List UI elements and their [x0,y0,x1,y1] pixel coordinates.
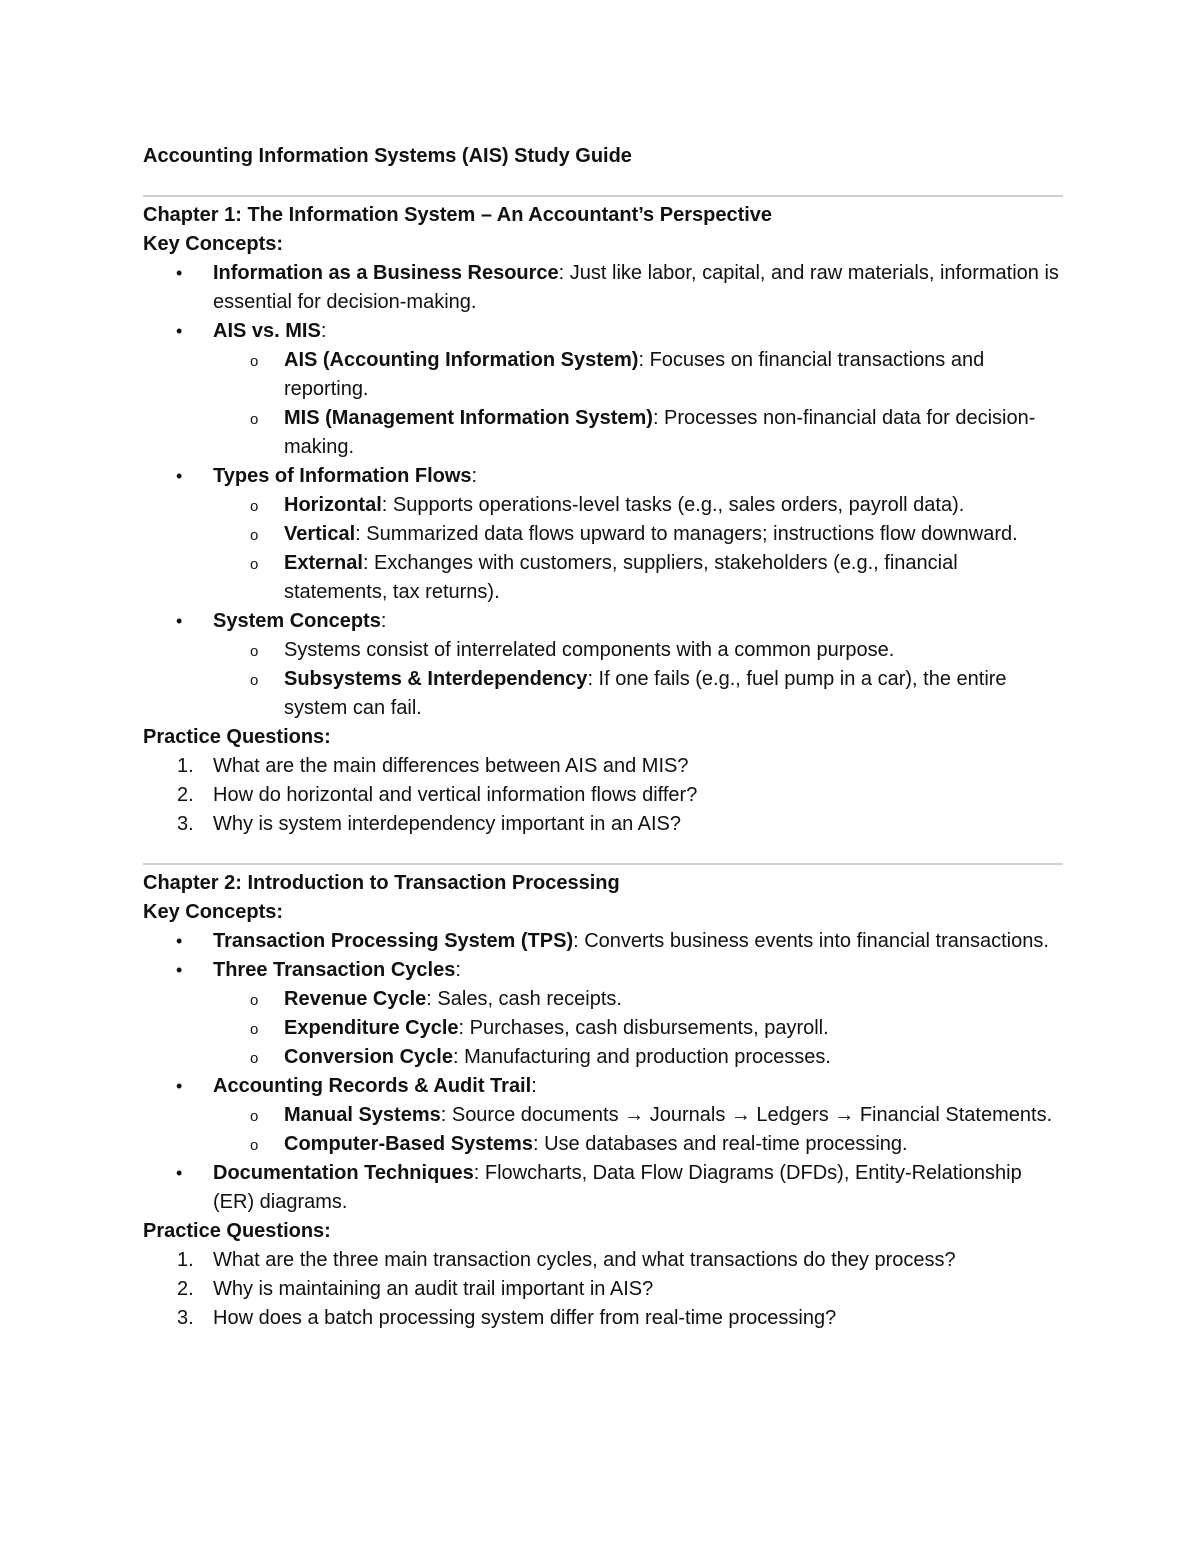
document-page [143,142,1063,1333]
question-text: How do horizontal and vertical information flows differ? [213,784,698,806]
item-text: : Flowcharts, Data Flow Diagrams (DFDs), Entity-Relationship (ER) diagrams. [213,1162,1022,1213]
bullet-icon: • [176,263,183,283]
bullet-icon: • [176,1163,183,1183]
circle-bullet-icon: o [250,1050,259,1067]
question-item [143,1246,1063,1275]
list-item [143,956,1063,985]
question-text: What are the three main transaction cycles, and what transactions do they process? [213,1249,956,1271]
item-title: Subsystems & Interdependency [284,668,588,690]
key-concepts-list [143,259,1063,723]
item-text: : Use databases and real-time processing. [532,1133,908,1155]
circle-bullet-icon: o [250,527,259,544]
item-text: : [380,610,387,632]
sub-list-item [143,1101,1063,1130]
question-text: How does a batch processing system differ from real-time processing? [213,1307,837,1329]
chapter-title: Chapter 2: Introduction to Transaction Processing [143,872,620,894]
item-text: : Manufacturing and production processes. [452,1046,831,1068]
section-divider [143,863,1063,865]
question-number: 1. [177,1249,194,1271]
question-number: 2. [177,1278,194,1300]
practice-questions-heading: Practice Questions: [143,1220,331,1242]
item-text: : Processes non-financial data for decision-making. [284,407,1036,458]
document-title: Accounting Information Systems (AIS) Study Guide [143,145,632,167]
list-item [143,1159,1063,1217]
circle-bullet-icon: o [250,353,259,370]
item-title: MIS (Management Information System) [284,407,653,429]
question-text: What are the main differences between AIS and MIS? [213,755,689,777]
question-item [143,1275,1063,1304]
sub-list-item [143,1014,1063,1043]
question-item [143,1304,1063,1333]
circle-bullet-icon: o [250,411,259,428]
item-text: : Supports operations-level tasks (e.g., sales orders, payroll data). [381,494,965,516]
sub-list-item [143,549,1063,607]
item-text: : Sales, cash receipts. [426,988,622,1010]
item-title: Revenue Cycle [284,988,427,1010]
question-number: 1. [177,755,194,777]
question-number: 3. [177,1307,194,1329]
item-text: : [471,465,478,487]
item-title: Conversion Cycle [284,1046,453,1068]
circle-bullet-icon: o [250,1021,259,1038]
practice-questions-list [143,1246,1063,1333]
chapter-title: Chapter 1: The Information System – An Accountant’s Perspective [143,204,773,226]
item-title: AIS (Accounting Information System) [284,349,639,371]
key-concepts-heading: Key Concepts: [143,901,284,923]
bullet-icon: • [176,960,183,980]
question-item [143,810,1063,839]
item-title: Vertical [284,523,356,545]
sub-list-item [143,665,1063,723]
item-title: Transaction Processing System (TPS) [213,930,574,952]
item-text: : If one fails (e.g., fuel pump in a car), the entire system can fail. [284,668,1007,719]
bullet-icon: • [176,466,183,486]
question-number: 3. [177,813,194,835]
sub-list-item [143,985,1063,1014]
item-text: : Source documents → Journals → Ledgers → Financial Statements. [440,1104,1053,1126]
bullet-icon: • [176,321,183,341]
practice-questions-list [143,752,1063,839]
sub-list-item [143,404,1063,462]
list-item [143,607,1063,636]
item-text: : [531,1075,537,1097]
circle-bullet-icon: o [250,672,259,689]
item-title: System Concepts [213,610,381,632]
item-text: : [455,959,461,981]
sub-list-item [143,491,1063,520]
item-title: Manual Systems [284,1104,441,1126]
sub-list-item [143,346,1063,404]
bullet-icon: • [176,611,183,631]
section-divider [143,195,1063,197]
sub-list-item [143,636,1063,665]
question-number: 2. [177,784,194,806]
item-title: Accounting Records & Audit Trail [213,1075,532,1097]
item-text: : Just like labor, capital, and raw materials, information is essential for decision-making. [213,262,1059,313]
bullet-icon: • [176,1076,183,1096]
item-title: AIS vs. MIS [213,320,321,342]
item-text: : Focuses on financial transactions and reporting. [284,349,985,400]
item-text: : [320,320,327,342]
list-item [143,317,1063,346]
sub-list-item [143,520,1063,549]
item-title: Horizontal [284,494,382,516]
key-concepts-heading: Key Concepts: [143,233,284,255]
question-item [143,781,1063,810]
bullet-icon: • [176,931,183,951]
chapter-2-section [143,863,1063,1333]
sub-list-item [143,1130,1063,1159]
item-title: Three Transaction Cycles [213,959,456,981]
item-text: : Summarized data flows upward to managers; instructions flow downward. [355,523,1018,545]
list-item [143,1072,1063,1101]
practice-questions-heading: Practice Questions: [143,726,331,748]
circle-bullet-icon: o [250,643,259,660]
circle-bullet-icon: o [250,992,259,1009]
item-text: : Exchanges with customers, suppliers, stakeholders (e.g., financial statements, tax returns). [284,552,958,603]
sub-list-item [143,1043,1063,1072]
item-title: External [284,552,363,574]
circle-bullet-icon: o [250,1137,259,1154]
item-title: Expenditure Cycle [284,1017,459,1039]
key-concepts-list [143,927,1063,1217]
question-text: Why is maintaining an audit trail important in AIS? [213,1278,654,1300]
item-title: Types of Information Flows [213,465,472,487]
chapter-1-section [143,195,1063,839]
list-item [143,927,1063,956]
question-text: Why is system interdependency important in an AIS? [213,813,682,835]
item-text: Systems consist of interrelated components with a common purpose. [284,639,895,661]
circle-bullet-icon: o [250,498,259,515]
list-item [143,259,1063,317]
item-title: Computer-Based Systems [284,1133,533,1155]
item-text: : Purchases, cash disbursements, payroll. [458,1017,829,1039]
question-item [143,752,1063,781]
item-text: : Converts business events into financial transactions. [573,930,1049,952]
item-title: Documentation Techniques [213,1162,474,1184]
circle-bullet-icon: o [250,1108,259,1125]
list-item [143,462,1063,491]
item-title: Information as a Business Resource [213,262,559,284]
circle-bullet-icon: o [250,556,259,573]
